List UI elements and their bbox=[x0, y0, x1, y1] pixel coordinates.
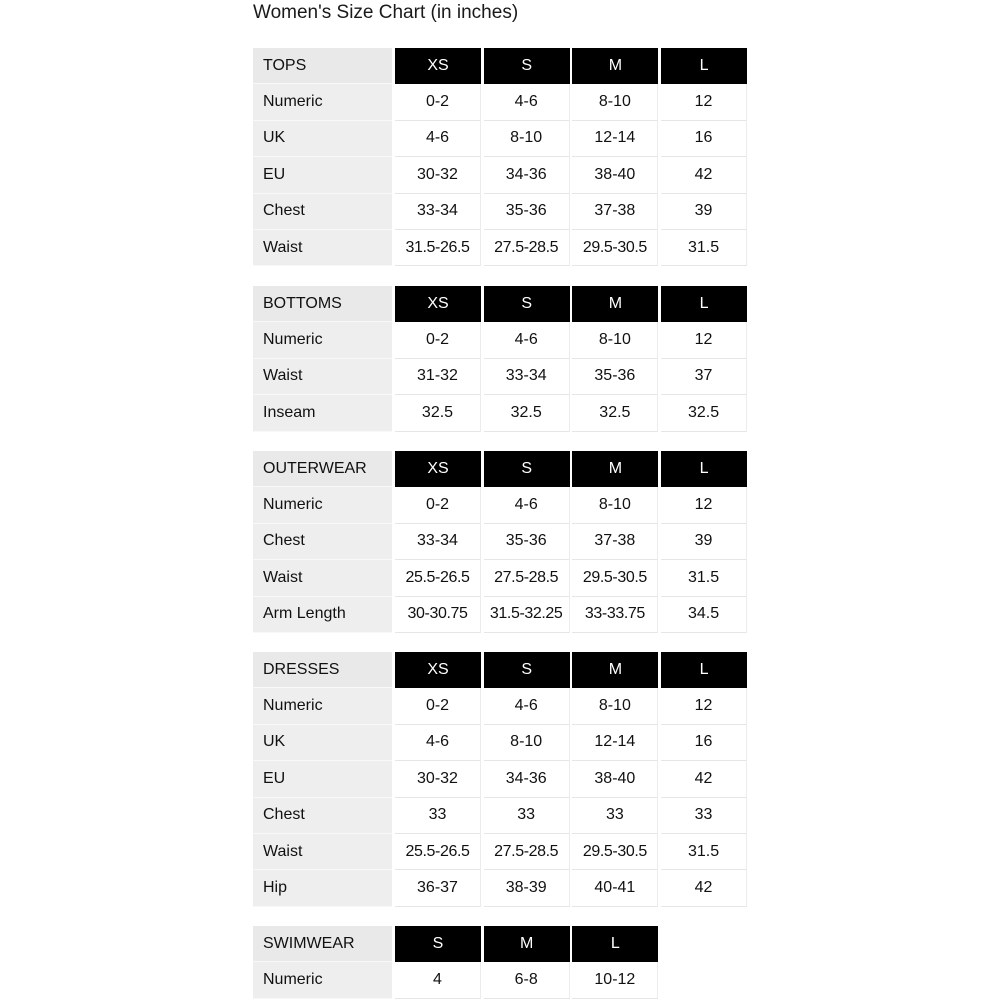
table-cell: 0-2 bbox=[395, 322, 481, 358]
table-row bbox=[253, 524, 750, 560]
table-cell: 37-38 bbox=[572, 524, 658, 560]
tops-size-table bbox=[253, 48, 750, 266]
table-header-row bbox=[253, 286, 750, 322]
table-cell: 31.5-32.25 bbox=[484, 597, 570, 633]
row-label: Arm Length bbox=[253, 597, 392, 633]
table-cell: 33 bbox=[395, 798, 481, 834]
row-label: Waist bbox=[253, 359, 392, 395]
section-title: OUTERWEAR bbox=[253, 451, 392, 487]
table-cell: 39 bbox=[661, 194, 747, 230]
table-cell: 34.5 bbox=[661, 597, 747, 633]
table-cell: 34-36 bbox=[484, 761, 570, 797]
table-row bbox=[253, 725, 750, 761]
table-cell: 32.5 bbox=[661, 395, 747, 431]
row-label: Waist bbox=[253, 560, 392, 596]
row-label: Numeric bbox=[253, 84, 392, 120]
row-label: Numeric bbox=[253, 322, 392, 358]
row-label: Chest bbox=[253, 194, 392, 230]
table-cell: 38-39 bbox=[484, 870, 570, 906]
section-title: BOTTOMS bbox=[253, 286, 392, 322]
table-cell: 12-14 bbox=[572, 725, 658, 761]
size-header: L bbox=[572, 926, 658, 962]
table-cell: 32.5 bbox=[484, 395, 570, 431]
size-header: XS bbox=[395, 48, 481, 84]
table-cell: 36-37 bbox=[395, 870, 481, 906]
table-cell: 32.5 bbox=[572, 395, 658, 431]
table-cell: 33-34 bbox=[395, 194, 481, 230]
section-title: SWIMWEAR bbox=[253, 926, 392, 962]
row-label: Numeric bbox=[253, 688, 392, 724]
table-row bbox=[253, 322, 750, 358]
table-row bbox=[253, 688, 750, 724]
table-header-row bbox=[253, 652, 750, 688]
table-cell: 42 bbox=[661, 157, 747, 193]
table-cell: 29.5-30.5 bbox=[572, 834, 658, 870]
table-cell: 40-41 bbox=[572, 870, 658, 906]
table-cell: 4-6 bbox=[484, 322, 570, 358]
table-cell: 27.5-28.5 bbox=[484, 230, 570, 266]
table-cell: 4 bbox=[395, 962, 481, 998]
table-cell: 35-36 bbox=[572, 359, 658, 395]
table-cell: 35-36 bbox=[484, 194, 570, 230]
table-cell: 12 bbox=[661, 322, 747, 358]
row-label: Chest bbox=[253, 524, 392, 560]
table-cell: 37-38 bbox=[572, 194, 658, 230]
table-cell: 0-2 bbox=[395, 84, 481, 120]
table-row bbox=[253, 395, 750, 431]
table-row bbox=[253, 798, 750, 834]
table-row bbox=[253, 962, 661, 998]
table-cell: 27.5-28.5 bbox=[484, 560, 570, 596]
size-header: M bbox=[572, 286, 658, 322]
table-row bbox=[253, 560, 750, 596]
table-cell: 33 bbox=[484, 798, 570, 834]
table-cell: 39 bbox=[661, 524, 747, 560]
table-cell: 4-6 bbox=[484, 688, 570, 724]
swimwear-size-table bbox=[253, 926, 661, 999]
dresses-size-table bbox=[253, 652, 750, 907]
table-cell: 8-10 bbox=[572, 84, 658, 120]
table-cell: 0-2 bbox=[395, 688, 481, 724]
table-cell: 27.5-28.5 bbox=[484, 834, 570, 870]
table-cell: 38-40 bbox=[572, 157, 658, 193]
bottoms-size-table bbox=[253, 286, 750, 432]
table-cell: 31.5 bbox=[661, 230, 747, 266]
table-cell: 12-14 bbox=[572, 121, 658, 157]
table-cell: 33-34 bbox=[484, 359, 570, 395]
table-cell: 30-32 bbox=[395, 761, 481, 797]
table-cell: 4-6 bbox=[484, 84, 570, 120]
row-label: Numeric bbox=[253, 962, 392, 998]
table-cell: 38-40 bbox=[572, 761, 658, 797]
row-label: UK bbox=[253, 121, 392, 157]
row-label: Hip bbox=[253, 870, 392, 906]
section-title: TOPS bbox=[253, 48, 392, 84]
row-label: EU bbox=[253, 761, 392, 797]
table-cell: 33-33.75 bbox=[572, 597, 658, 633]
table-cell: 31.5 bbox=[661, 834, 747, 870]
table-cell: 42 bbox=[661, 870, 747, 906]
table-cell: 8-10 bbox=[572, 487, 658, 523]
table-cell: 4-6 bbox=[484, 487, 570, 523]
size-header: S bbox=[484, 286, 570, 322]
table-row bbox=[253, 487, 750, 523]
table-cell: 33-34 bbox=[395, 524, 481, 560]
table-cell: 42 bbox=[661, 761, 747, 797]
table-cell: 30-32 bbox=[395, 157, 481, 193]
size-header: S bbox=[395, 926, 481, 962]
row-label: Numeric bbox=[253, 487, 392, 523]
table-header-row bbox=[253, 926, 661, 962]
table-cell: 32.5 bbox=[395, 395, 481, 431]
table-header-row bbox=[253, 48, 750, 84]
page-title: Women's Size Chart (in inches) bbox=[253, 2, 519, 23]
size-header: L bbox=[661, 48, 747, 84]
table-row bbox=[253, 870, 750, 906]
table-cell: 31.5-26.5 bbox=[395, 230, 481, 266]
table-row bbox=[253, 157, 750, 193]
table-cell: 0-2 bbox=[395, 487, 481, 523]
table-cell: 31.5 bbox=[661, 560, 747, 596]
size-header: S bbox=[484, 48, 570, 84]
table-cell: 12 bbox=[661, 84, 747, 120]
size-header: M bbox=[572, 48, 658, 84]
table-cell: 25.5-26.5 bbox=[395, 834, 481, 870]
table-cell: 6-8 bbox=[484, 962, 570, 998]
table-cell: 37 bbox=[661, 359, 747, 395]
row-label: EU bbox=[253, 157, 392, 193]
size-header: L bbox=[661, 652, 747, 688]
table-cell: 33 bbox=[661, 798, 747, 834]
table-cell: 4-6 bbox=[395, 121, 481, 157]
table-cell: 8-10 bbox=[572, 322, 658, 358]
size-header: XS bbox=[395, 286, 481, 322]
table-cell: 29.5-30.5 bbox=[572, 230, 658, 266]
size-header: M bbox=[572, 451, 658, 487]
table-cell: 29.5-30.5 bbox=[572, 560, 658, 596]
table-cell: 33 bbox=[572, 798, 658, 834]
table-cell: 31-32 bbox=[395, 359, 481, 395]
table-cell: 16 bbox=[661, 121, 747, 157]
table-cell: 12 bbox=[661, 487, 747, 523]
row-label: Waist bbox=[253, 834, 392, 870]
section-title: DRESSES bbox=[253, 652, 392, 688]
table-cell: 35-36 bbox=[484, 524, 570, 560]
size-header: L bbox=[661, 286, 747, 322]
row-label: Waist bbox=[253, 230, 392, 266]
size-header: XS bbox=[395, 451, 481, 487]
table-cell: 34-36 bbox=[484, 157, 570, 193]
table-cell: 8-10 bbox=[572, 688, 658, 724]
size-header: M bbox=[572, 652, 658, 688]
table-row bbox=[253, 597, 750, 633]
table-row bbox=[253, 761, 750, 797]
table-header-row bbox=[253, 451, 750, 487]
table-cell: 4-6 bbox=[395, 725, 481, 761]
table-row bbox=[253, 84, 750, 120]
table-cell: 8-10 bbox=[484, 725, 570, 761]
table-cell: 12 bbox=[661, 688, 747, 724]
size-header: S bbox=[484, 652, 570, 688]
size-header: XS bbox=[395, 652, 481, 688]
table-row bbox=[253, 194, 750, 230]
table-row bbox=[253, 121, 750, 157]
table-cell: 25.5-26.5 bbox=[395, 560, 481, 596]
row-label: UK bbox=[253, 725, 392, 761]
table-cell: 16 bbox=[661, 725, 747, 761]
table-cell: 8-10 bbox=[484, 121, 570, 157]
row-label: Chest bbox=[253, 798, 392, 834]
table-row bbox=[253, 834, 750, 870]
outerwear-size-table bbox=[253, 451, 750, 633]
size-header: M bbox=[484, 926, 570, 962]
table-row bbox=[253, 359, 750, 395]
size-header: L bbox=[661, 451, 747, 487]
size-header: S bbox=[484, 451, 570, 487]
table-cell: 30-30.75 bbox=[395, 597, 481, 633]
table-row bbox=[253, 230, 750, 266]
row-label: Inseam bbox=[253, 395, 392, 431]
table-cell: 10-12 bbox=[572, 962, 658, 998]
